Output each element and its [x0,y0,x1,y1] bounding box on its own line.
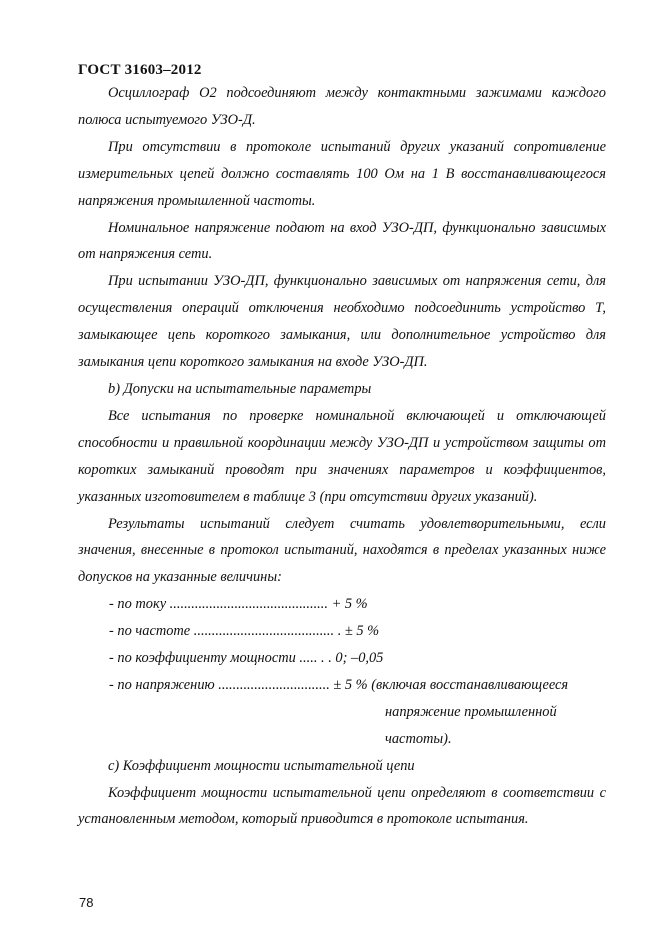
paragraph-nominal-voltage: Номинальное напряжение подают на вход УЗО-ДП, функционально зависимых от напряжения сети. [78,219,606,263]
document-header: ГОСТ 31603–2012 [78,62,202,78]
page-body [78,80,606,833]
paragraph-resistance: При отсутствии в протоколе испытаний других указаний сопротивление измерительных цепей должно составлять 100 Ом на 1 В восстанавливающегося напряжения промышленной частоты. [78,138,606,209]
section-c-heading: c) Коэффициент мощности испытательной цепи [108,757,415,774]
tolerance-voltage: - по напряжению ............................... ± 5 % (включая восстанавливающееся [109,676,569,693]
tolerance-voltage-continuation: напряжение промышленной [385,703,557,720]
paragraph-oscillograph: Осциллограф О2 подсоединяют между контактными зажимами каждого полюса испытуемого УЗО-Д. [78,85,606,128]
tolerance-current: - по току ............................................ + 5 % [109,596,368,613]
page-number: 78 [79,895,94,910]
tolerance-frequency: - по частоте ....................................... . ± 5 % [109,623,380,640]
section-b-heading: b) Допуски на испытательные параметры [108,380,372,397]
paragraph-power-factor: Коэффициент мощности испытательной цепи определяют в соответствии с установленным методом, который приводится в протоколе испытания. [78,784,606,828]
paragraph-all-tests: Все испытания по проверке номинальной включающей и отключающей способности и правильной координации между УЗО-ДП и устройством защиты от коротких замыканий проводят при значениях параметров и коэффициентов, указанных изготовителем в таблице 3 (при отсутствии других указаний). [78,407,606,505]
paragraph-results: Результаты испытаний следует считать удовлетворительными, если значения, внесенные в протокол испытаний, находятся в пределах указанных ниже допусков на указанные величины: [78,515,606,586]
paragraph-device-t: При испытании УЗО-ДП, функционально зависимых от напряжения сети, для осуществления операций отключения необходимо подсоединить устройство Т, замыкающее цепь короткого замыкания, или дополнительное устройство для замыкания цепи короткого замыкания на входе УЗО-ДП. [78,273,606,371]
tolerance-power-factor: - по коэффициенту мощности ..... . . 0; –0,05 [109,650,384,667]
tolerance-voltage-continuation: частоты). [385,730,452,747]
